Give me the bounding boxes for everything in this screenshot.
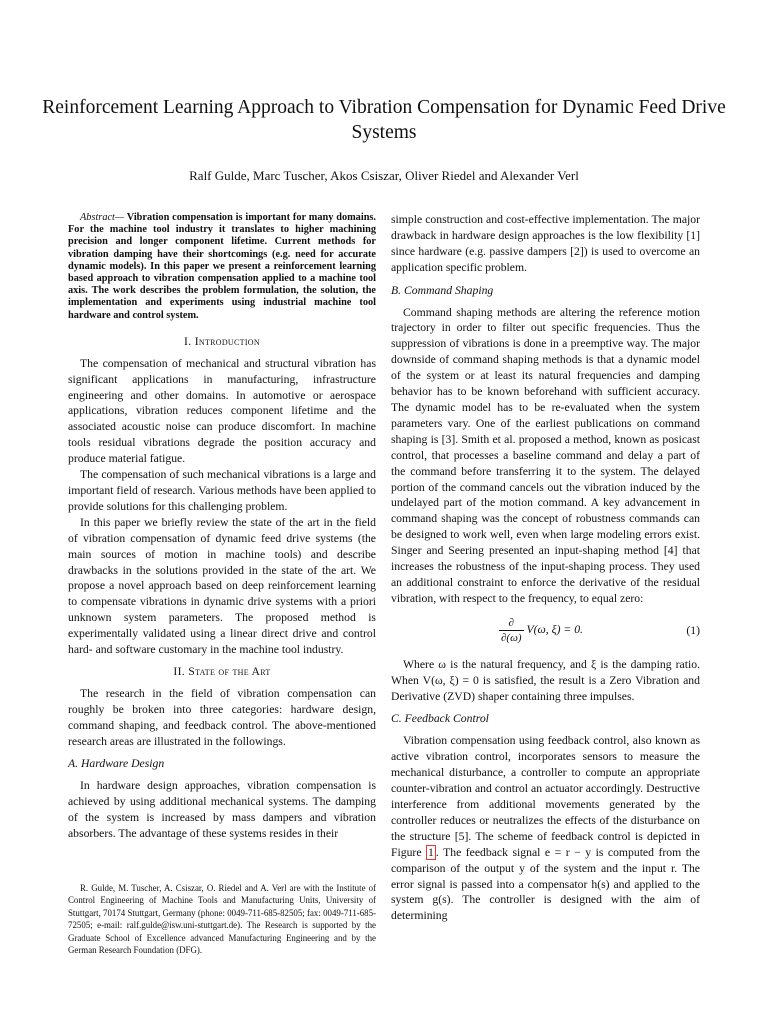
paragraph: The research in the field of vibration compensation can roughly be broken into three categories: hardware design, command shaping, and feedback control. The above-mentioned research areas are illustrated in the followings. — [68, 686, 376, 748]
equation-denominator: ∂(ω) — [501, 631, 522, 644]
paragraph: Where ω is the natural frequency, and ξ is the damping ratio. When V(ω, ξ) = 0 is satisfied, the result is a Zero Vibration and Derivative (ZVD) shaper containing three impulses. — [391, 657, 700, 703]
paragraph: In hardware design approaches, vibration compensation is achieved by using additional mechanical systems. The damping of the system is increased by mass dampers and vibration absorbers. The advantage of these systems resides in their — [68, 779, 376, 841]
abstract-label: Abstract — [80, 212, 115, 223]
abstract-text: Vibration compensation is important for many domains. For the machine tool industry it translates to higher machining precision and longer component lifetime. Current methods for vibration damping have their shortcomings (e.g. need for accurate dynamic models). In this paper we present a reinforcement learning based approach to vibration compensation applied to a machine tool axis. The work describes the problem formulation, the solution, the implementation and experiments using industrial machine tool hardware and control system. — [68, 212, 377, 321]
paragraph: In this paper we briefly review the state of the art in the field of vibration compensation of dynamic feed drive systems (the main sources of motion in machine tools) and describe drawbacks in the solutions provided in the state of the art. We propose a novel approach based on deep reinforcement learning to compensate vibrations in dynamic drive systems with a priori unknown system parameters. The proposed method is experimentally validated using a linear direct drive and control hard- and software customary in the machine tool industry. — [68, 515, 376, 657]
subsection-heading-command-shaping: B. Command Shaping — [391, 283, 494, 297]
right-column — [391, 212, 700, 924]
equation-number: (1) — [686, 623, 700, 637]
section-heading-state-of-the-art: II. State of the Art — [173, 664, 271, 678]
paragraph: Command shaping methods are altering the reference motion trajectory in order to filter out specific frequencies. Thus the suppression of vibrations is done in a preemptive way. The major downside of command shaping methods is that a dynamic model of the system or at least its natural frequencies and damping behavior has to be known beforehand with sufficient accuracy. The dynamic model has to be re-evaluated when the system parameters vary. One of the earliest publications on command shaping is [3]. Smith et al. proposed a method, known as posicast control, that processes a baseline command and delay a part of the command before transferring it to the system. The delayed portion of the command cancels out the vibration induced by the undelayed part of the motion command. A key advancement in command shaping was the concept of robustness commands can be designed to work well, even when large modeling errors exist. Singer and Seering presented an input-shaping method [4] that increases the robustness of the input-shaping process. They used an additional constraint to enforce the derivative of the residual vibration, with respect to the frequency, to equal zero: — [391, 305, 700, 605]
left-column — [68, 212, 376, 842]
paper-title: Reinforcement Learning Approach to Vibration Compensation for Dynamic Feed Drive Systems — [42, 97, 726, 143]
subsection-heading-feedback-control: C. Feedback Control — [391, 712, 489, 726]
equation-rhs: V(ω, ξ) = 0. — [526, 622, 583, 636]
paragraph: The compensation of such mechanical vibrations is a large and important field of research. Various methods have been applied to provide solutions for this challenging problem. — [68, 468, 376, 513]
equation-1 — [391, 612, 700, 652]
equation-numerator: ∂ — [499, 616, 524, 631]
section-heading-introduction: I. Introduction — [184, 334, 260, 348]
paragraph: simple construction and cost-effective implementation. The major drawback in hardware design approaches is the low flexibility [1] since hardware (e.g. passive dampers [2]) is used to overcome an application specific problem. — [391, 213, 700, 274]
subsection-heading-hardware-design: A. Hardware Design — [68, 757, 165, 771]
author-list: Ralf Gulde, Marc Tuscher, Akos Csiszar, Oliver Riedel and Alexander Verl — [189, 168, 579, 183]
paragraph: Vibration compensation using feedback control, also known as active vibration control, incorporates sensors to measure the mechanical disturbance, a controller to compute an appropriate counter-vibration and control an actuator accordingly. Destructive interference from additional movements generated by the controller reduces or neutralizes the effects of the disturbance on the structure [5]. The scheme of feedback control is depicted in Figure 1 . The feedback signal e = r − y is computed from the comparison of the output y of the system and the input r. The error signal is passed into a compensator h(s) and applied to the system g(s). The controller is designed with the aim of determining — [391, 734, 700, 923]
abstract: Abstract— Vibration compensation is important for many domains. For the machine tool industry it translates to higher machining precision and longer component lifetime. Current methods for vibration damping have their shortcomings (e.g. need for accurate dynamic models). In this paper we present a reinforcement learning based approach to vibration compensation applied to a machine tool axis. The work describes the problem formulation, the solution, the implementation and experiments using industrial machine tool hardware and control system. — [68, 212, 377, 321]
figure-reference-link[interactable]: 1 — [428, 845, 434, 859]
affiliation-footnote: R. Gulde, M. Tuscher, A. Csiszar, O. Riedel and A. Verl are with the Institute of Control Engineering of Machine Tools and Manufacturing Units, University of Stuttgart, 70174 Stuttgart, Germany (phone: 0049-711-685-82505; fax: 0049-711-685-72505; e-mail: ralf.gulde@isw.uni-stuttgart.de). The Research is supported by the Graduate School of Excellence advanced Manufacturing Engineering and by the German Research Foundation (DFG). — [68, 883, 376, 956]
paragraph: The compensation of mechanical and structural vibration has significant applications in manufacturing, infrastructure engineering and other domains. In automotive or aerospace applications, vibration reduces component lifetime and the associated acoustic noise can produce discomfort. In machine tools residual vibrations degrade the position accuracy and produce material fatigue. — [68, 356, 376, 466]
